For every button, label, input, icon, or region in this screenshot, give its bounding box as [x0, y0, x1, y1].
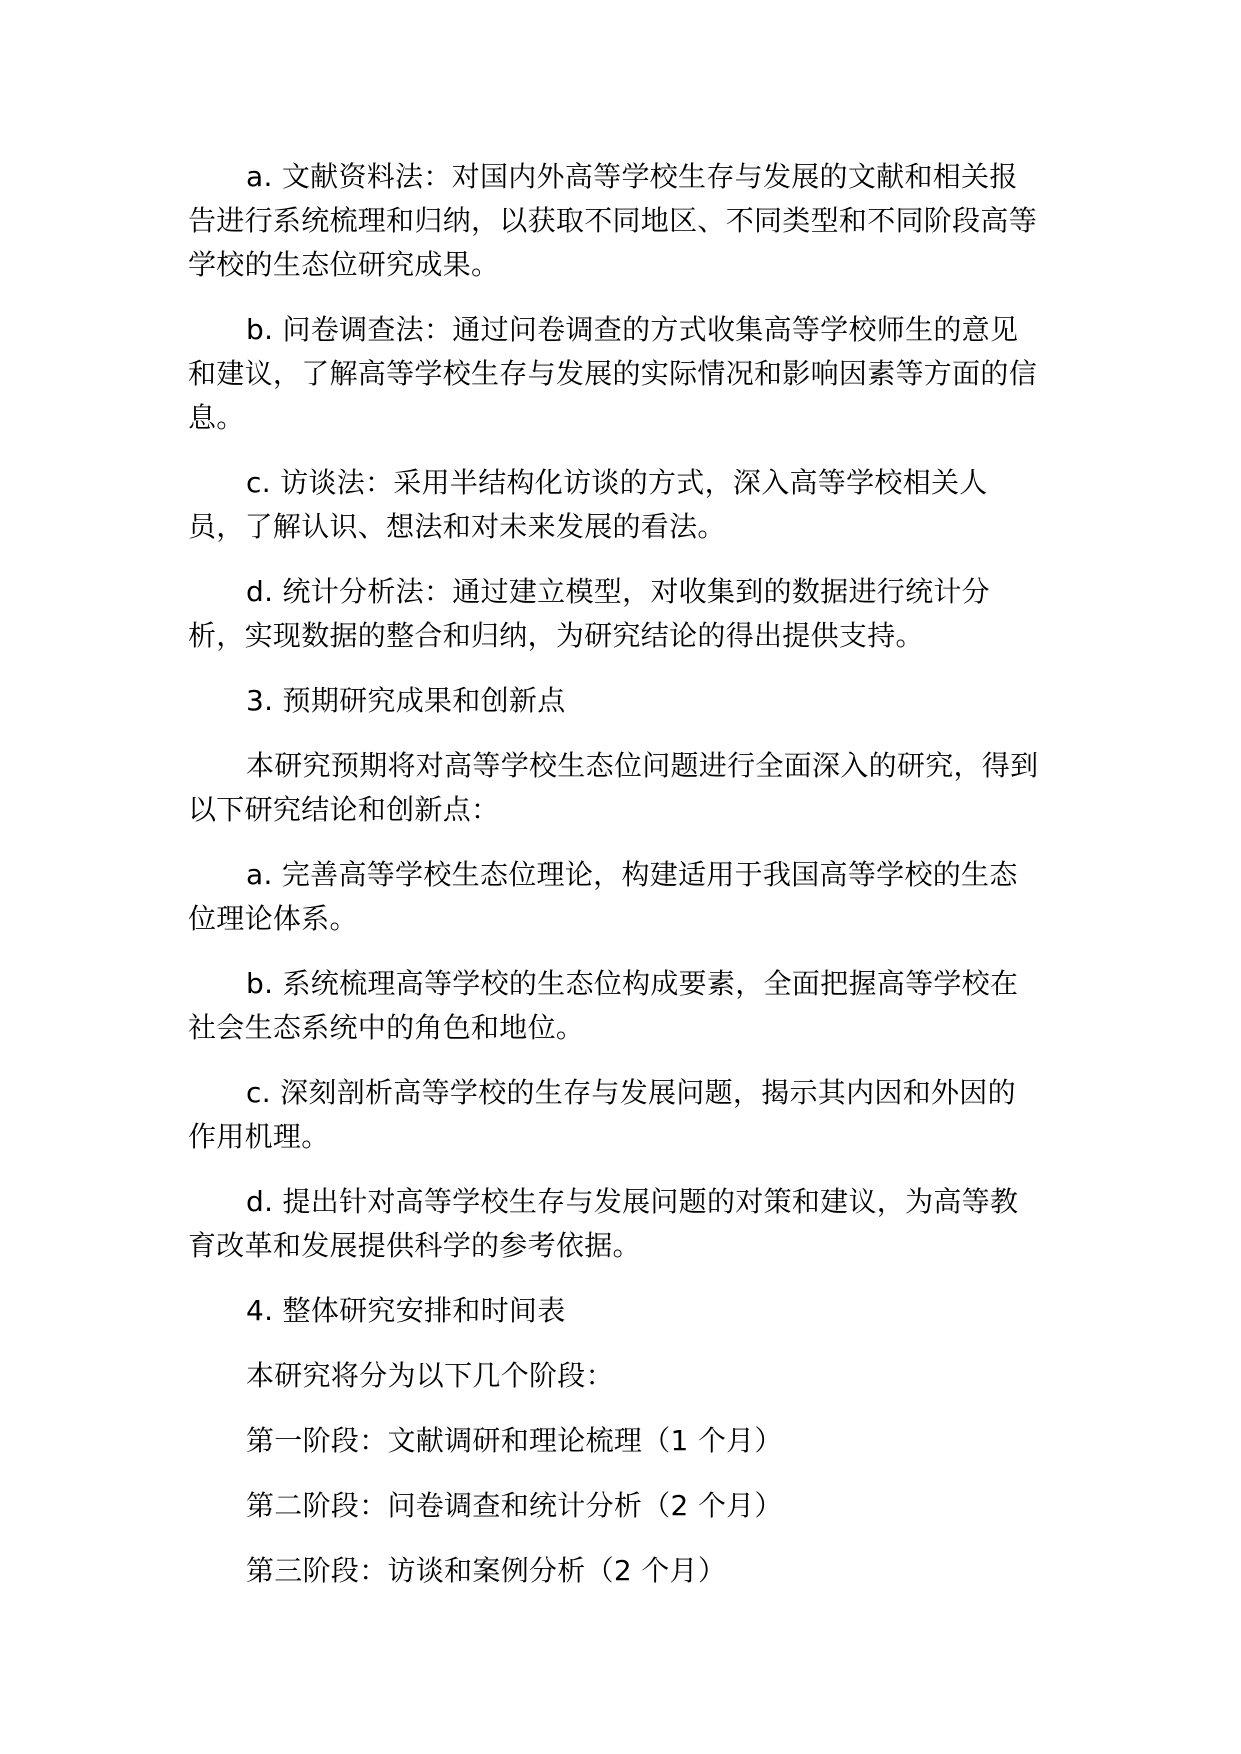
result-item-c: c. 深刻剖析高等学校的生存与发展问题，揭示其内因和外因的作用机理。 — [188, 1076, 1016, 1153]
section-heading-expected-results: 3. 预期研究成果和创新点 — [246, 684, 566, 717]
schedule-stage-1: 第一阶段：文献调研和理论梳理（1 个月） — [246, 1424, 783, 1457]
result-item-a: a. 完善高等学校生态位理论，构建适用于我国高等学校的生态位理论体系。 — [188, 858, 1018, 935]
method-literature-paragraph: a. 文献资料法：对国内外高等学校生存与发展的文献和相关报告进行系统梳理和归纳，以获取不同地区、不同类型和不同阶段高等学校的生态位研究成果。 — [188, 160, 1038, 281]
result-item-d: d. 提出针对高等学校生存与发展问题的对策和建议，为高等教育改革和发展提供科学的参考依据。 — [188, 1185, 1019, 1262]
schedule-stage-3: 第三阶段：访谈和案例分析（2 个月） — [246, 1554, 727, 1587]
method-interview-paragraph: c. 访谈法：采用半结构化访谈的方式，深入高等学校相关人员，了解认识、想法和对未来发展的看法。 — [188, 466, 988, 543]
document-page — [188, 155, 1040, 1593]
section-heading-schedule: 4. 整体研究安排和时间表 — [246, 1294, 566, 1327]
schedule-stage-2: 第二阶段：问卷调查和统计分析（2 个月） — [246, 1489, 783, 1522]
method-questionnaire-paragraph: b. 问卷调查法：通过问卷调查的方式收集高等学校师生的意见和建议，了解高等学校生存与发展的实际情况和影响因素等方面的信息。 — [188, 313, 1038, 434]
schedule-intro: 本研究将分为以下几个阶段： — [246, 1359, 614, 1392]
method-statistics-paragraph: d. 统计分析法：通过建立模型，对收集到的数据进行统计分析，实现数据的整合和归纳，为研究结论的得出提供支持。 — [188, 575, 990, 652]
result-item-b: b. 系统梳理高等学校的生态位构成要素，全面把握高等学校在社会生态系统中的角色和地位。 — [188, 967, 1019, 1044]
expected-results-intro: 本研究预期将对高等学校生态位问题进行全面深入的研究，得到以下研究结论和创新点： — [188, 749, 1039, 826]
